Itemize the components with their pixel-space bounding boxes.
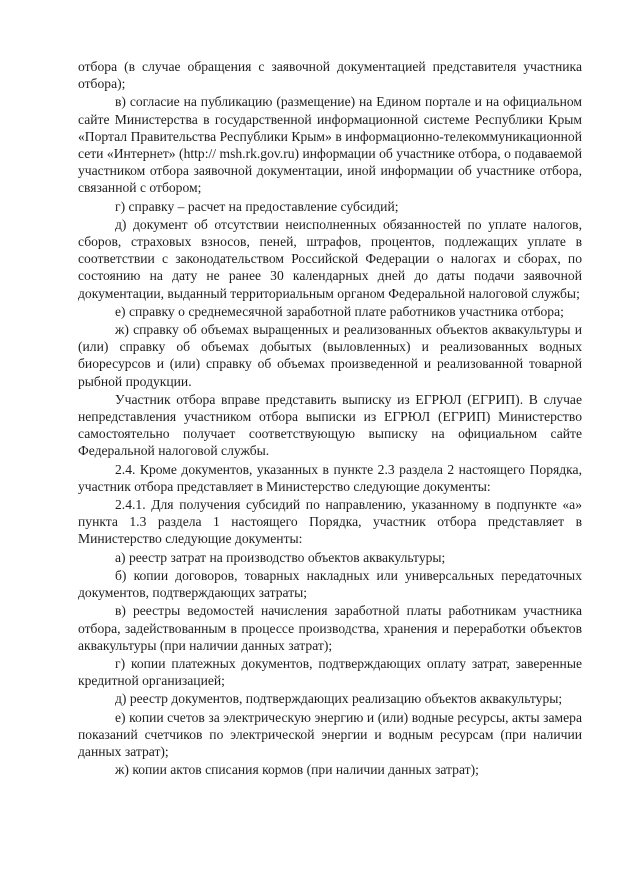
paragraph-list-a: а) реестр затрат на производство объектов аквакультуры; [115, 549, 446, 565]
paragraph-list-g: г) копии платежных документов, подтверждающих оплату затрат, заверенные кредитной организацией; [78, 655, 582, 689]
paragraph-list-zh: ж) копии актов списания кормов (при наличии данных затрат); [115, 762, 479, 778]
document-page [78, 58, 582, 778]
paragraph-item-e: е) справку о среднемесячной заработной плате работников участника отбора; [115, 303, 564, 319]
paragraph-item-zh: ж) справку об объемах выращенных и реализованных объектов аквакультуры и (или) справку об объемах добытых (выловленных) и реализованных водных биоресурсов и (или) справку об объемах произведенной и реализованной товарной рыбной продукции. [78, 322, 582, 389]
paragraph-list-v: в) реестры ведомостей начисления заработной платы работникам участника отбора, задействованным в процессе производства, хранения и переработки объектов аквакультуры (при наличии данных затрат); [78, 603, 582, 653]
paragraph-item-d: д) документ об отсутствии неисполненных обязанностей по уплате налогов, сборов, страховых взносов, пеней, штрафов, процентов, подлежащих уплате в соответствии с законодательством Российской Федерации о налогах и сборах, по состоянию на дату не ранее 30 календарных дней до даты подачи заявочной документации, выданный территориальным органом Федеральной налоговой службы; [78, 216, 582, 301]
paragraph-item-v: в) согласие на публикацию (размещение) на Едином портале и на официальном сайте Министерства в государственной информационной системе Республики Крым «Портал Правительства Республики Крым» в информационно-телекоммуникационной сети «Интернет» (http:// msh.rk.gov.ru) информации об участнике отбора, о подаваемой участником отбора заявочной документации, иной информации об участнике отбора, связанной с отбором; [78, 94, 582, 196]
paragraph-list-d: д) реестр документов, подтверждающих реализацию объектов аквакультуры; [115, 691, 563, 707]
paragraph-section-2-4: 2.4. Кроме документов, указанных в пункте 2.3 раздела 2 настоящего Порядка, участник отбора представляет в Министерство следующие документы: [78, 461, 582, 494]
paragraph-egrul-note: Участник отбора вправе представить выписку из ЕГРЮЛ (ЕГРИП). В случае непредставления участником отбора выписки из ЕГРЮЛ (ЕГРИП) Министерство самостоятельно получает соответствующую выписку на официальном сайте Федеральной налоговой службы. [78, 391, 582, 459]
paragraph-list-e: е) копии счетов за электрическую энергию и (или) водные ресурсы, акты замера показаний счетчиков по электрической энергии и водным ресурсам (при наличии данных затрат); [78, 709, 582, 759]
paragraph-continuation: отбора (в случае обращения с заявочной документацией представителя участника отбора); [78, 59, 582, 92]
paragraph-list-b: б) копии договоров, товарных накладных или универсальных передаточных документов, подтверждающих затраты; [78, 567, 582, 601]
paragraph-section-2-4-1: 2.4.1. Для получения субсидий по направлению, указанному в подпункте «а» пункта 1.3 раздела 1 настоящего Порядка, участник отбора представляет в Министерство следующие документы: [78, 497, 582, 547]
paragraph-item-g: г) справку – расчет на предоставление субсидий; [115, 198, 399, 214]
